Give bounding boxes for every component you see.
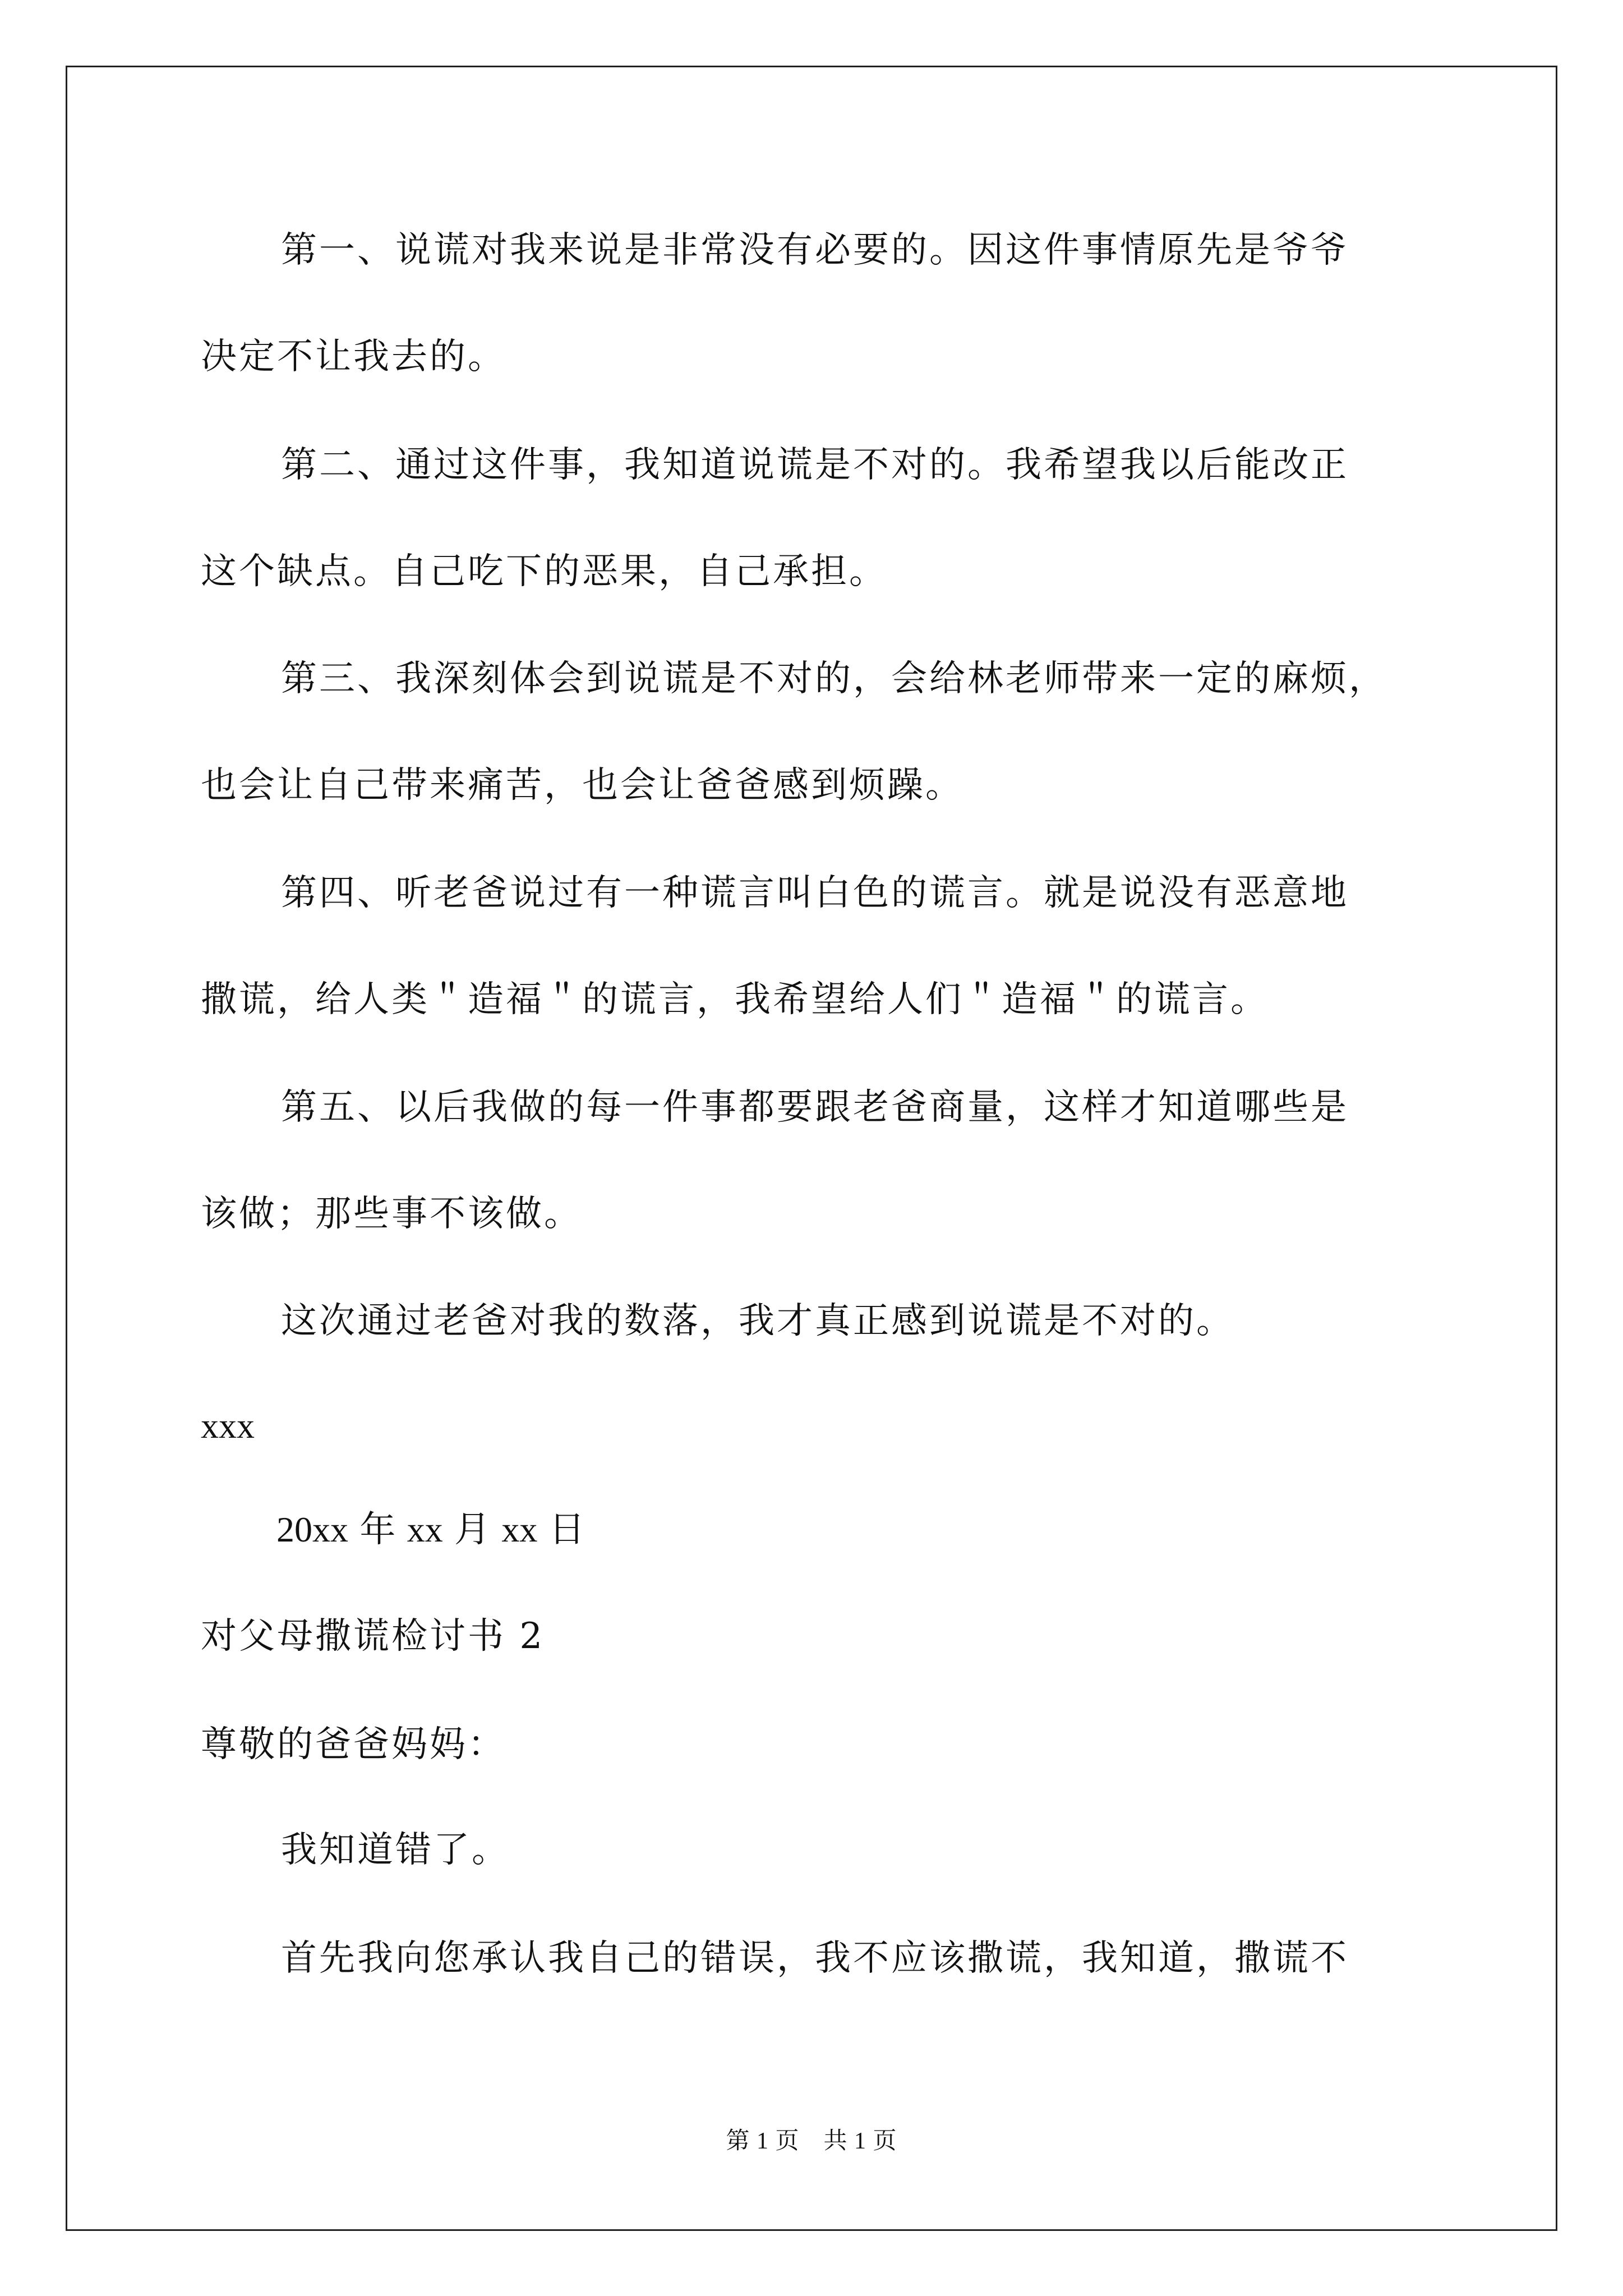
date-day-unit: 日: [548, 1509, 585, 1550]
paragraph-5-line-1: 第五、以后我做的每一件事都要跟老爸商量，这样才知道哪些是: [281, 1087, 1349, 1128]
date-month: xx: [407, 1510, 443, 1549]
section-title: 对父母撒谎检讨书 2: [201, 1616, 545, 1657]
paragraph-3-line-2: 也会让自己带来痛苦，也会让爸爸感到烦躁。: [201, 765, 963, 806]
signature: xxx: [201, 1406, 255, 1446]
body-start-line: 首先我向您承认我自己的错误，我不应该撒谎，我知道，撒谎不: [281, 1938, 1349, 1979]
paragraph-2-line-1: 第二、通过这件事，我知道说谎是不对的。我希望我以后能改正: [281, 444, 1349, 486]
salutation: 尊敬的爸爸妈妈：: [201, 1724, 506, 1765]
closing-paragraph: 这次通过老爸对我的数落，我才真正感到说谎是不对的。: [281, 1300, 1234, 1342]
date: [276, 1509, 585, 1550]
page-frame: [66, 66, 1557, 2231]
paragraph-2-line-2: 这个缺点。自己吃下的恶果，自己承担。: [201, 551, 887, 592]
date-year: 20xx: [276, 1510, 348, 1549]
date-month-unit: 月: [454, 1509, 491, 1550]
paragraph-1-line-1: 第一、说谎对我来说是非常没有必要的。因这件事情原先是爷爷: [281, 229, 1349, 271]
date-day: xx: [501, 1510, 538, 1549]
paragraph-5-line-2: 该做；那些事不该做。: [201, 1193, 582, 1235]
paragraph-1-line-2: 决定不让我去的。: [201, 336, 506, 378]
paragraph-4-line-1: 第四、听老爸说过有一种谎言叫白色的谎言。就是说没有恶意地: [281, 872, 1349, 914]
page-footer: 第 1 页 共 1 页: [726, 2128, 897, 2154]
date-year-unit: 年: [359, 1509, 396, 1550]
paragraph-3-line-1: 第三、我深刻体会到说谎是不对的，会给林老师带来一定的麻烦，: [281, 658, 1387, 700]
paragraph-4-line-2: 撒谎，给人类＂造福＂的谎言，我希望给人们＂造福＂的谎言。: [201, 979, 1269, 1020]
opening-line: 我知道错了。: [281, 1829, 510, 1871]
